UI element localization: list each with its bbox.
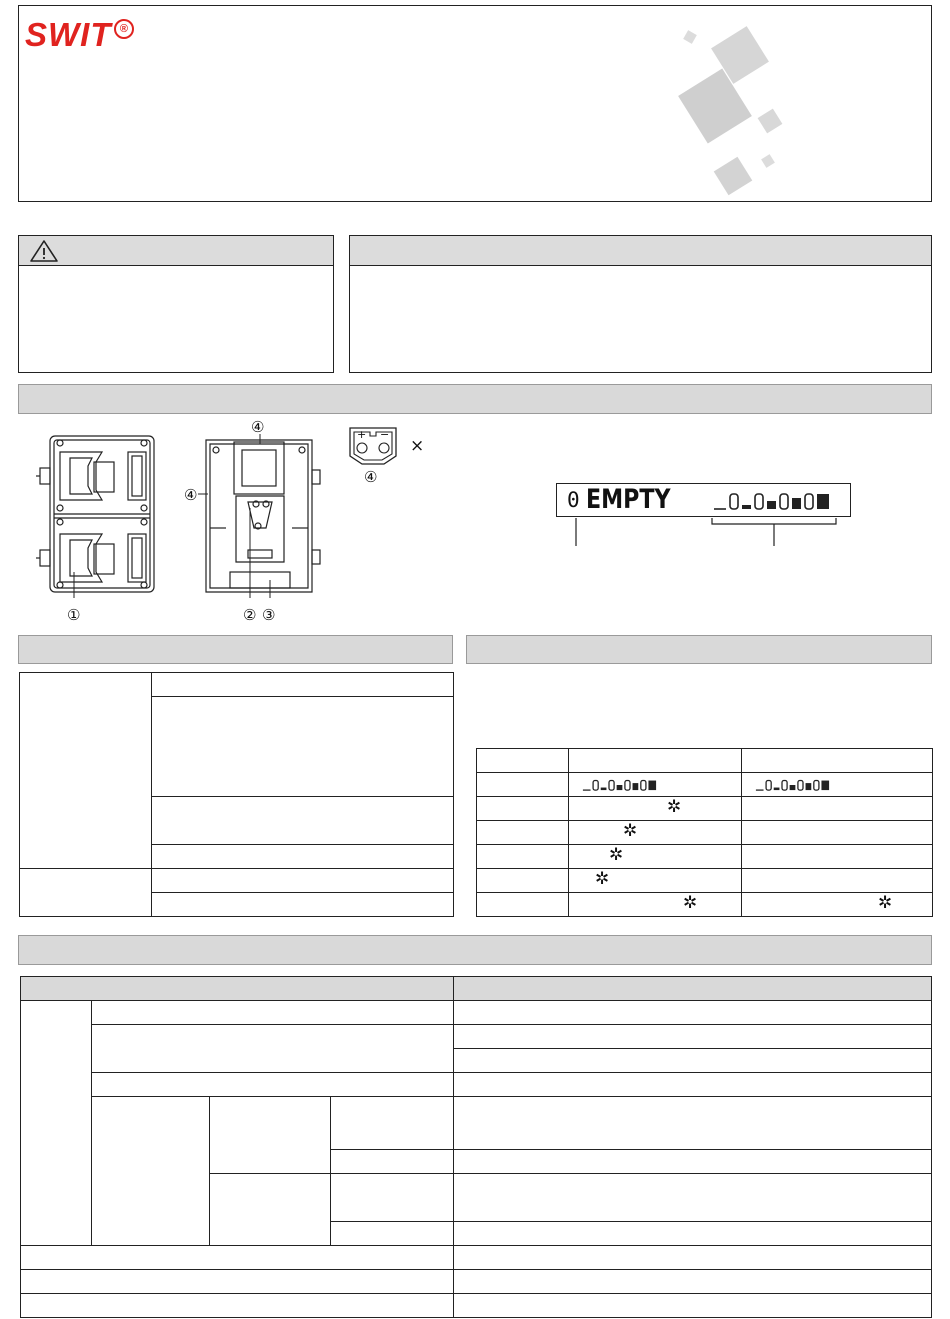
spec-cell xyxy=(21,1294,454,1318)
level-bars-icon xyxy=(575,778,671,792)
callout-4-top: ④ xyxy=(251,418,265,436)
left-table-cell xyxy=(152,797,454,845)
callout-3: ③ xyxy=(262,606,276,624)
dtap-connector-icon xyxy=(344,426,402,466)
left-table-cell xyxy=(152,893,454,917)
parts-section-header xyxy=(18,384,932,414)
decorative-squares xyxy=(659,18,809,198)
level-table-cell xyxy=(569,821,742,845)
registered-mark: ® xyxy=(114,19,134,39)
level-table-cell xyxy=(477,869,569,893)
spec-cell xyxy=(331,1222,454,1246)
spec-cell xyxy=(454,1174,932,1222)
spec-cell xyxy=(92,1025,454,1073)
left-table-cell xyxy=(152,673,454,697)
level-table-row xyxy=(477,797,933,821)
level-table-cell xyxy=(569,893,742,917)
left-section-header xyxy=(18,635,453,664)
info-box xyxy=(349,235,932,373)
spec-cell xyxy=(454,1001,932,1025)
callout-4-left: ④ xyxy=(184,486,198,504)
level-table-cell xyxy=(742,797,933,821)
lcd-empty-text: EMPTY xyxy=(586,484,671,515)
spec-cell xyxy=(454,1270,932,1294)
plate-back-drawing xyxy=(196,432,326,598)
level-table-cell xyxy=(742,893,933,917)
level-table-row xyxy=(477,893,933,917)
level-table-row xyxy=(477,869,933,893)
spec-cell xyxy=(454,1222,932,1246)
header-frame xyxy=(18,5,932,202)
spec-header-left xyxy=(21,977,454,1001)
spec-cell xyxy=(454,1025,932,1049)
level-table-row xyxy=(477,773,933,797)
level-table-header xyxy=(742,749,933,773)
spec-cell xyxy=(454,1097,932,1150)
callout-1: ① xyxy=(67,606,81,624)
level-table-cell xyxy=(742,773,933,797)
level-table-row xyxy=(477,821,933,845)
sun-gear-icon: ✲ xyxy=(609,845,624,865)
spec-cell xyxy=(331,1150,454,1174)
spec-cell xyxy=(21,1246,454,1270)
brand-name: SWIT xyxy=(25,16,112,53)
spec-cell xyxy=(210,1174,331,1246)
level-table-header xyxy=(569,749,742,773)
level-table-cell xyxy=(742,821,933,845)
callout-2: ② xyxy=(243,606,257,624)
spec-cell xyxy=(454,1294,932,1318)
level-table-cell xyxy=(742,869,933,893)
spec-cell xyxy=(454,1073,932,1097)
sun-gear-icon: ✲ xyxy=(623,821,638,841)
spec-cell xyxy=(92,1073,454,1097)
level-table-cell xyxy=(477,893,569,917)
dtap-minus-label: − xyxy=(380,428,390,441)
sun-gear-icon: ✲ xyxy=(595,869,610,889)
level-table-cell xyxy=(569,845,742,869)
level-table-header xyxy=(477,749,569,773)
left-table-cell xyxy=(20,869,152,917)
level-table xyxy=(476,748,933,917)
level-table-cell xyxy=(477,797,569,821)
sun-gear-icon: ✲ xyxy=(878,893,893,913)
level-bars-icon xyxy=(748,778,844,792)
level-table-cell xyxy=(569,869,742,893)
lcd-callout-lines xyxy=(560,500,840,550)
warning-triangle-icon xyxy=(29,239,59,263)
spec-table xyxy=(20,976,932,1318)
spec-cell xyxy=(454,1246,932,1270)
warning-box xyxy=(18,235,334,373)
spec-cell xyxy=(92,1001,454,1025)
left-spec-table xyxy=(19,672,454,917)
spec-cell xyxy=(454,1049,932,1073)
warning-header xyxy=(19,236,333,266)
callout-4-dtap: ④ xyxy=(364,468,378,486)
right-section-header xyxy=(466,635,932,664)
plate-front-drawing xyxy=(36,432,164,598)
spec-cell xyxy=(92,1097,210,1246)
sun-gear-icon: ✲ xyxy=(683,893,698,913)
spec-cell xyxy=(21,1001,92,1246)
level-table-cell xyxy=(477,845,569,869)
spec-cell xyxy=(210,1097,331,1174)
brand-logo xyxy=(25,16,134,54)
dtap-plus-label: + xyxy=(357,428,367,441)
sun-gear-icon: ✲ xyxy=(667,797,682,817)
spec-cell xyxy=(21,1270,454,1294)
level-table-cell xyxy=(477,773,569,797)
level-table-cell xyxy=(742,845,933,869)
spec-header-right xyxy=(454,977,932,1001)
info-header xyxy=(350,236,931,266)
left-table-cell xyxy=(152,697,454,797)
left-table-cell xyxy=(152,869,454,893)
bottom-section-header xyxy=(18,935,932,965)
level-table-cell xyxy=(477,821,569,845)
close-x-mark: × xyxy=(410,436,425,456)
spec-cell xyxy=(331,1097,454,1150)
spec-cell xyxy=(454,1150,932,1174)
lcd-digit: 0 xyxy=(567,488,580,512)
spec-cell xyxy=(331,1174,454,1222)
level-table-cell xyxy=(569,773,742,797)
left-table-cell xyxy=(152,845,454,869)
level-table-row xyxy=(477,845,933,869)
left-table-cell xyxy=(20,673,152,869)
level-table-cell xyxy=(569,797,742,821)
